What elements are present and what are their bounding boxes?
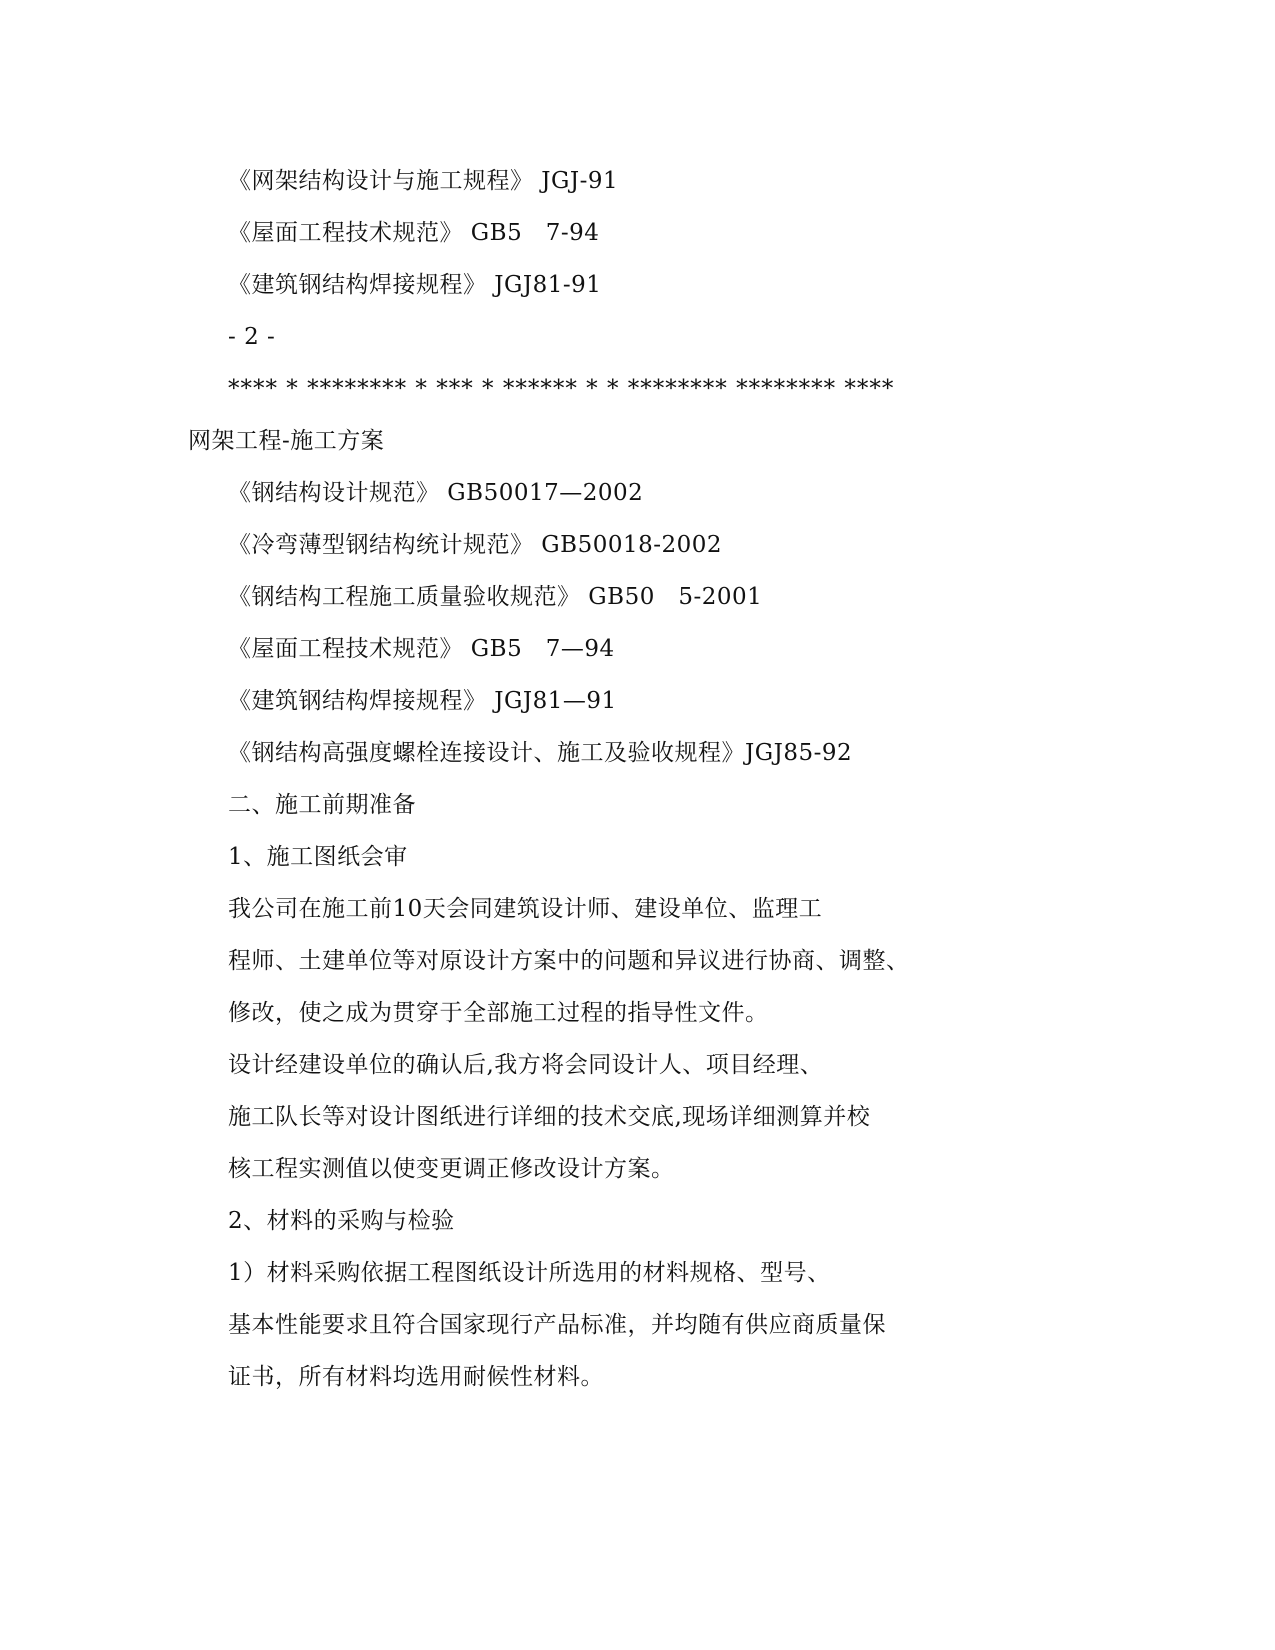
- body-text-line: 程师、土建单位等对原设计方案中的问题和异议进行协商、调整、: [228, 948, 910, 974]
- body-text-line: 1）材料采购依据工程图纸设计所选用的材料规格、型号、: [228, 1260, 831, 1286]
- section-heading: 二、施工前期准备: [228, 792, 416, 818]
- body-text-line: 证书，所有材料均选用耐候性材料。: [228, 1364, 604, 1390]
- subsection-heading: 1、施工图纸会审: [228, 844, 408, 870]
- page-number: - 2 -: [228, 324, 276, 350]
- standard-ref-line: 《建筑钢结构焊接规程》 JGJ81—91: [228, 688, 617, 714]
- running-header: 网架工程-施工方案: [188, 428, 385, 454]
- body-text-line: 设计经建设单位的确认后,我方将会同设计人、项目经理、: [228, 1052, 824, 1078]
- standard-ref-line: 《网架结构设计与施工规程》 JGJ-91: [228, 168, 619, 194]
- standard-ref-line: 《屋面工程技术规范》 GB5 7—94: [228, 636, 615, 662]
- body-text-line: 修改，使之成为贯穿于全部施工过程的指导性文件。: [228, 1000, 769, 1026]
- standard-ref-line: 《建筑钢结构焊接规程》 JGJ81-91: [228, 272, 602, 298]
- standard-ref-line: 《钢结构高强度螺栓连接设计、施工及验收规程》JGJ85-92: [228, 740, 853, 766]
- standard-ref-line: 《钢结构设计规范》 GB50017—2002: [228, 480, 644, 506]
- body-text-line: 我公司在施工前10天会同建筑设计师、建设单位、监理工: [228, 896, 823, 922]
- body-text-line: 基本性能要求且符合国家现行产品标准，并均随有供应商质量保: [228, 1312, 886, 1338]
- body-text-line: 核工程实测值以使变更调正修改设计方案。: [228, 1156, 675, 1182]
- standard-ref-line: 《屋面工程技术规范》 GB5 7-94: [228, 220, 600, 246]
- subsection-heading: 2、材料的采购与检验: [228, 1208, 455, 1234]
- separator-stars: **** * ******** * *** * ****** * * ******** ******** ****: [228, 376, 895, 402]
- standard-ref-line: 《钢结构工程施工质量验收规范》 GB50 5-2001: [228, 584, 763, 610]
- standard-ref-line: 《冷弯薄型钢结构统计规范》 GB50018-2002: [228, 532, 723, 558]
- body-text-line: 施工队长等对设计图纸进行详细的技术交底,现场详细测算并校: [228, 1104, 871, 1130]
